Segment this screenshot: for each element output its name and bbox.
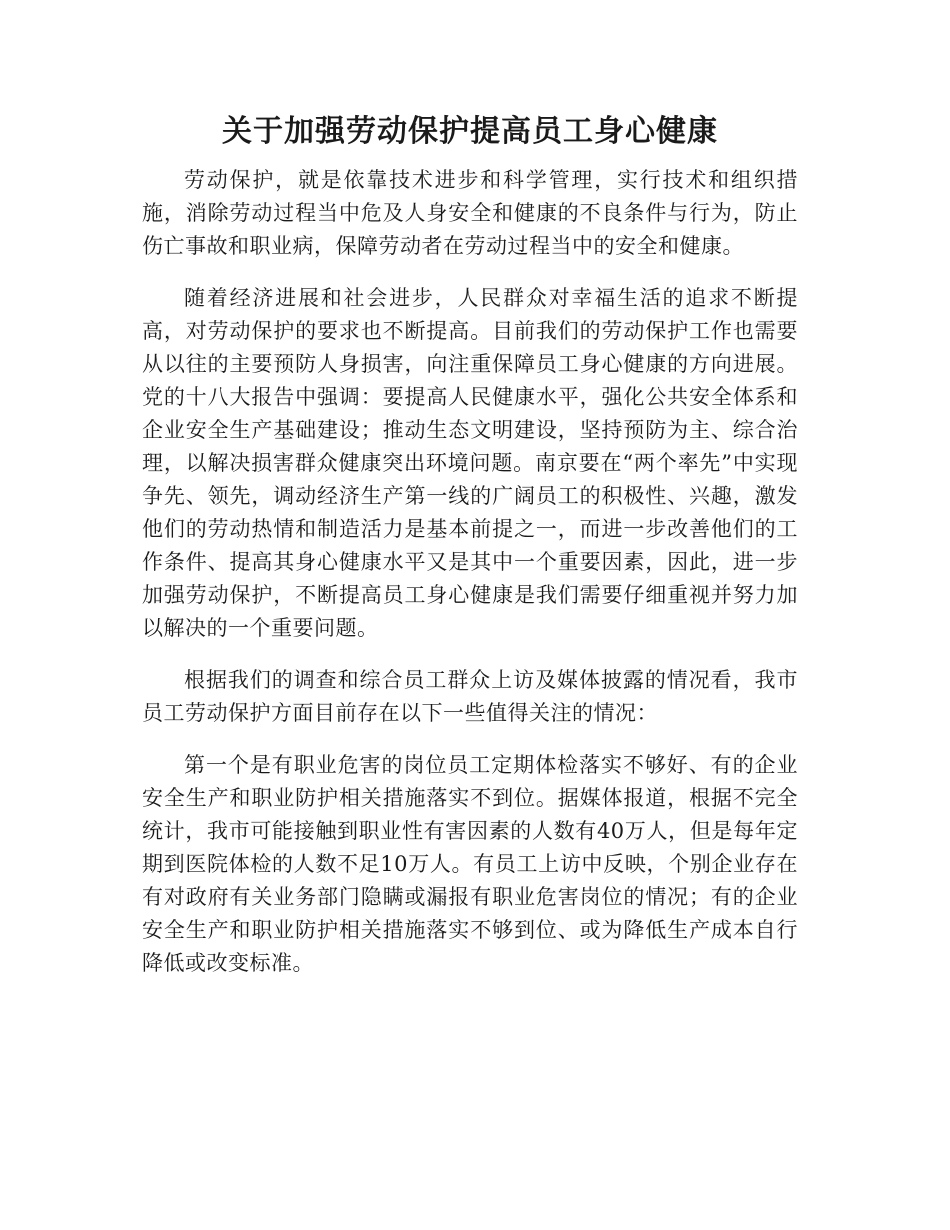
- document-title: 关于加强劳动保护提高员工身心健康: [222, 114, 718, 149]
- paragraph-definition: 劳动保护，就是依靠技术进步和科学管理，实行技术和组织措施，消除劳动过程当中危及人身安全和健康的不良条件与行为，防止伤亡事故和职业病，保障劳动者在劳动过程当中的安全和健康。: [142, 168, 798, 258]
- paragraph-issue-one: 第一个是有职业危害的岗位员工定期体检落实不够好、有的企业安全生产和职业防护相关措施落实不到位。据媒体报道，根据不完全统计，我市可能接触到职业性有害因素的人数有40万人，但是每年定期到医院体检的人数不足10万人。有员工上访中反映，个别企业存在有对政府有关业务部门隐瞒或漏报有职业危害岗位的情况；有的企业安全生产和职业防护相关措施落实不够到位、或为降低生产成本自行降低或改变标准。: [142, 753, 798, 975]
- document-page: [142, 0, 798, 980]
- paragraph-survey-intro: 根据我们的调查和综合员工群众上访及媒体披露的情况看，我市员工劳动保护方面目前存在以下一些值得关注的情况：: [142, 668, 798, 725]
- paragraph-background: 随着经济进展和社会进步，人民群众对幸福生活的追求不断提高，对劳动保护的要求也不断提高。目前我们的劳动保护工作也需要从以往的主要预防人身损害，向注重保障员工身心健康的方向进展。党的十八大报告中强调：要提高人民健康水平，强化公共安全体系和企业安全生产基础建设；推动生态文明建设，坚持预防为主、综合治理，以解决损害群众健康突出环境问题。南京要在“两个率先”中实现争先、领先，调动经济生产第一线的广阔员工的积极性、兴趣，激发他们的劳动热情和制造活力是基本前提之一，而进一步改善他们的工作条件、提高其身心健康水平又是其中一个重要因素，因此，进一步加强劳动保护，不断提高员工身心健康是我们需要仔细重视并努力加以解决的一个重要问题。: [142, 286, 798, 640]
